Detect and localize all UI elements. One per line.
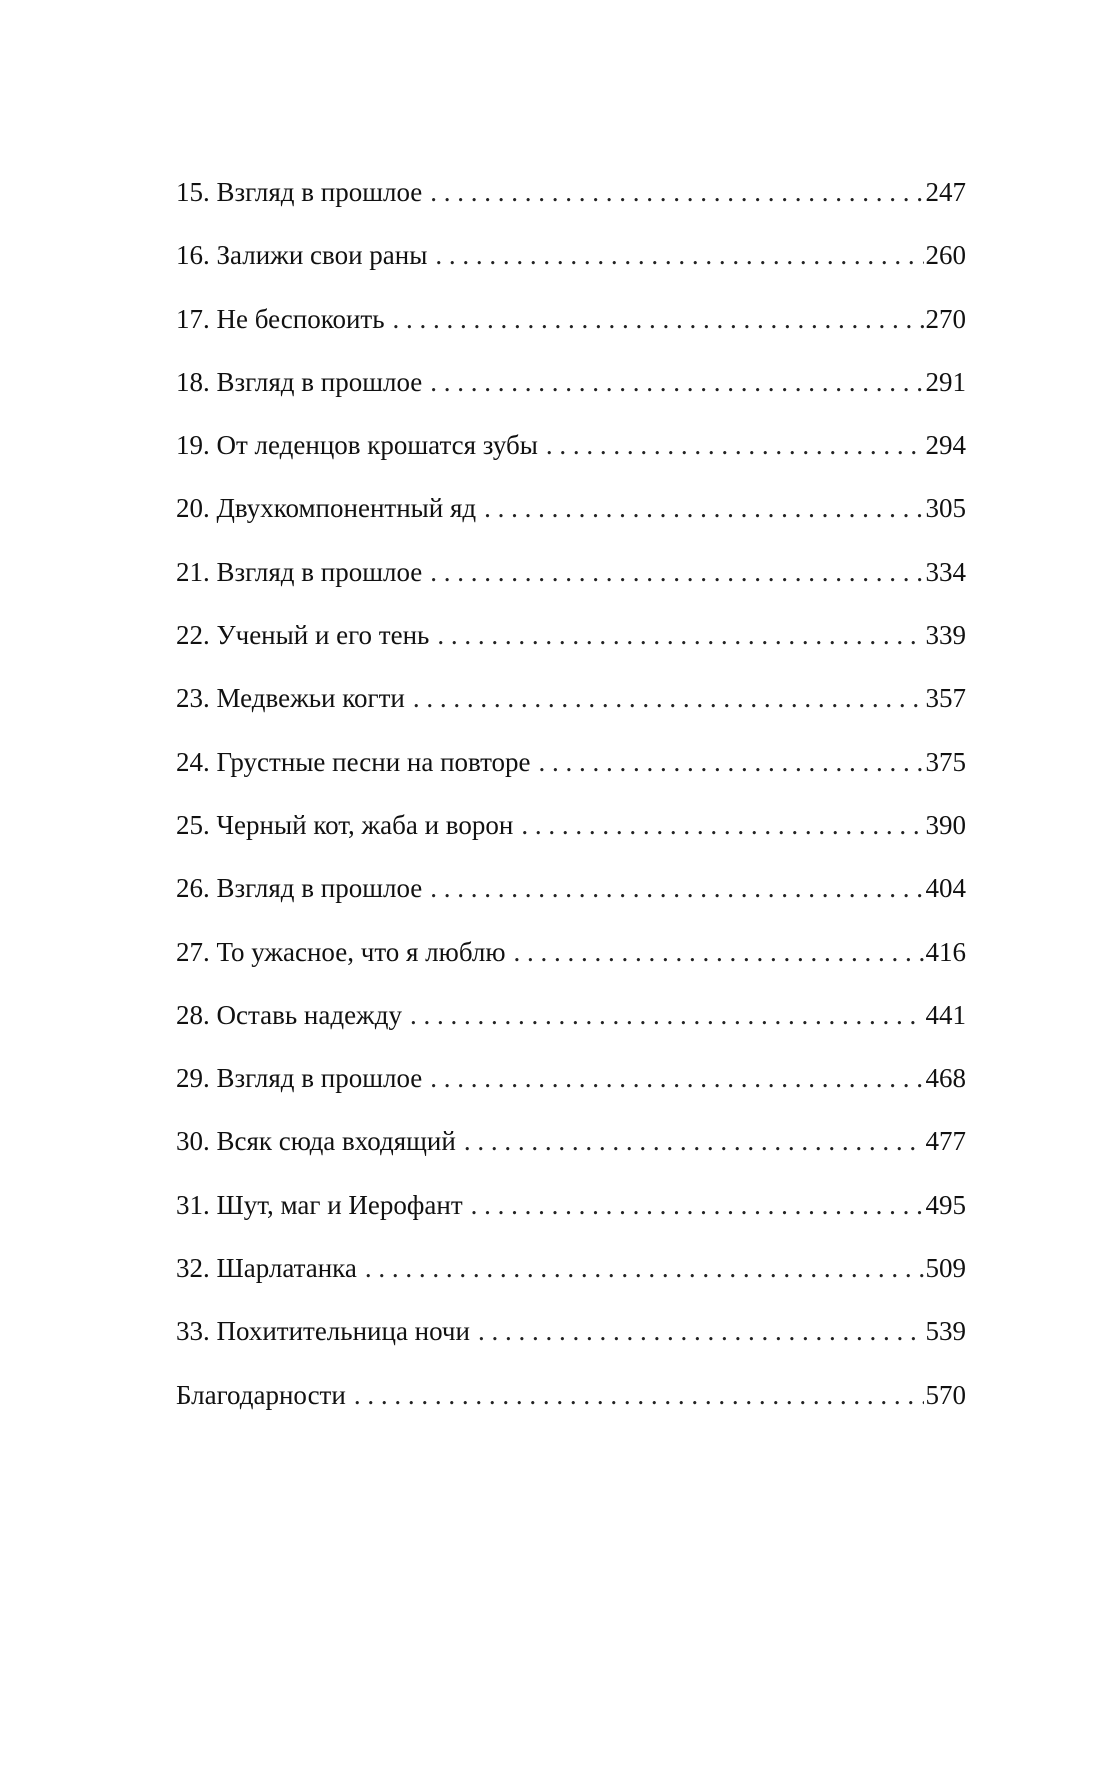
dot-leader	[430, 556, 923, 588]
toc-entry-title: Благодарности	[176, 1379, 346, 1410]
dot-leader	[435, 239, 923, 271]
toc-entry	[176, 999, 966, 1062]
toc-entry-page: 334	[925, 556, 966, 587]
toc-entry-title: 28. Оставь надежду	[176, 999, 402, 1030]
toc-entry	[176, 746, 966, 809]
toc-entry-title: 15. Взгляд в прошлое	[176, 177, 423, 207]
table-of-contents	[176, 176, 966, 1442]
toc-entry-title: 24. Грустные песни на повторе	[176, 746, 531, 777]
dot-leader	[478, 1315, 924, 1347]
dot-leader	[410, 999, 924, 1031]
dot-leader	[413, 682, 924, 714]
toc-entry-page: 441	[925, 999, 966, 1030]
toc-entry-title: 23. Медвежьи когти	[176, 683, 405, 714]
toc-entry-page: 270	[925, 303, 966, 334]
toc-entry-title: 25. Черный кот, жаба и ворон	[176, 809, 514, 840]
toc-entry	[176, 176, 966, 239]
toc-entry	[176, 1252, 966, 1315]
toc-entry	[176, 809, 966, 872]
toc-entry-page: 294	[925, 430, 966, 461]
toc-entry	[176, 303, 966, 366]
toc-entry	[176, 1379, 966, 1442]
dot-leader	[471, 1189, 924, 1221]
toc-entry-page: 305	[925, 493, 966, 524]
dot-leader	[521, 809, 923, 841]
dot-leader	[437, 619, 923, 651]
toc-entry-page: 477	[925, 1126, 966, 1157]
toc-entry-page: 291	[925, 366, 966, 397]
dot-leader	[430, 176, 923, 208]
toc-entry-title: 31. Шут, маг и Иерофант	[176, 1189, 463, 1220]
dot-leader	[484, 492, 923, 524]
dot-leader	[365, 1252, 924, 1284]
toc-entry-page: 539	[925, 1316, 966, 1347]
toc-entry-page: 339	[925, 620, 966, 651]
toc-entry-title: 19. От леденцов крошатся зубы	[176, 430, 538, 461]
dot-leader	[354, 1379, 924, 1411]
toc-entry-page: 404	[925, 873, 966, 904]
toc-entry	[176, 492, 966, 555]
toc-entry	[176, 936, 966, 999]
dot-leader	[464, 1125, 924, 1157]
toc-entry-page: 416	[925, 936, 966, 967]
toc-entry-title: 33. Похитительница ночи	[176, 1316, 470, 1347]
toc-entry-title: 27. То ужасное, что я люблю	[176, 936, 506, 967]
toc-entry-page: 375	[925, 746, 966, 777]
toc-entry	[176, 619, 966, 682]
toc-entry	[176, 239, 966, 302]
toc-entry-page: 495	[925, 1189, 966, 1220]
toc-entry	[176, 1189, 966, 1252]
dot-leader	[514, 936, 924, 968]
dot-leader	[546, 429, 924, 461]
toc-entry-page: 357	[925, 683, 966, 714]
toc-entry-title: 16. Залижи свои раны	[176, 240, 428, 271]
toc-entry-title: 32. Шарлатанка	[176, 1253, 357, 1284]
dot-leader	[430, 1062, 923, 1094]
toc-entry	[176, 1125, 966, 1188]
toc-entry-title: 26. Взгляд в прошлое	[176, 873, 423, 904]
toc-entry	[176, 429, 966, 492]
toc-entry-page: 468	[925, 1063, 966, 1094]
toc-entry	[176, 1315, 966, 1378]
toc-entry	[176, 366, 966, 429]
toc-entry-title: 17. Не беспокоить	[176, 303, 385, 334]
toc-entry-page: 260	[925, 240, 966, 271]
toc-entry-page: 390	[925, 809, 966, 840]
toc-entry-title: 21. Взгляд в прошлое	[176, 556, 423, 587]
toc-entry	[176, 556, 966, 619]
dot-leader	[539, 746, 924, 778]
toc-entry-title: 22. Ученый и его тень	[176, 620, 430, 651]
toc-entry-title: 29. Взгляд в прошлое	[176, 1063, 423, 1094]
toc-entry-page: 247	[925, 177, 966, 207]
toc-entry-page: 509	[925, 1253, 966, 1284]
dot-leader	[430, 366, 923, 398]
toc-entry-title: 30. Всяк сюда входящий	[176, 1126, 456, 1157]
toc-entry-title: 18. Взгляд в прошлое	[176, 366, 423, 397]
toc-entry-title: 20. Двухкомпонентный яд	[176, 493, 477, 524]
dot-leader	[393, 303, 924, 335]
toc-entry	[176, 1062, 966, 1125]
toc-entry-page: 570	[925, 1379, 966, 1410]
dot-leader	[430, 872, 923, 904]
toc-entry	[176, 872, 966, 935]
toc-entry	[176, 682, 966, 745]
